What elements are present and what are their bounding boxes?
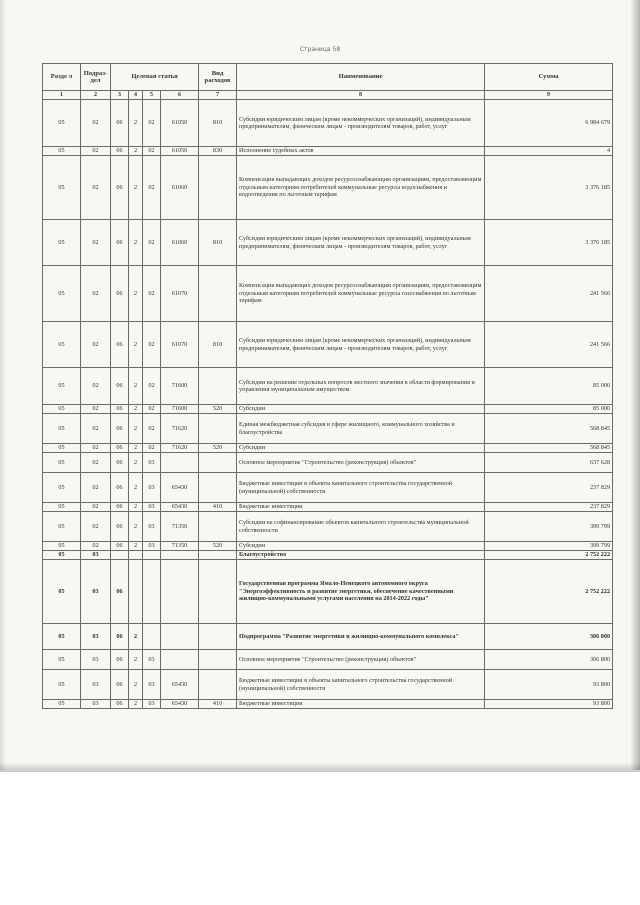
cell-razdel: 05 bbox=[43, 503, 81, 512]
cell-cs-direction: 61060 bbox=[161, 156, 199, 220]
col-number: 9 bbox=[485, 91, 613, 100]
cell-cs-event bbox=[143, 560, 161, 624]
cell-cs-event: 02 bbox=[143, 220, 161, 266]
cell-naimenovanie: Компенсация выпадающих доходов ресурсоснабжающим организациям, предоставляющим отдельным категориям потребителей коммунальные ресурсы водоснабжения и водоотведения по льготным тарифам bbox=[237, 156, 485, 220]
cell-vid-raskhodov bbox=[199, 414, 237, 444]
cell-cs-subprogram: 2 bbox=[129, 266, 143, 322]
cell-podrazdel: 03 bbox=[81, 560, 111, 624]
cell-podrazdel: 03 bbox=[81, 650, 111, 670]
cell-razdel: 05 bbox=[43, 473, 81, 503]
cell-cs-program: 06 bbox=[111, 444, 129, 453]
cell-cs-program: 06 bbox=[111, 453, 129, 473]
cell-vid-raskhodov: 410 bbox=[199, 700, 237, 709]
cell-cs-event: 02 bbox=[143, 156, 161, 220]
cell-cs-program: 06 bbox=[111, 414, 129, 444]
cell-cs-direction: 65430 bbox=[161, 503, 199, 512]
cell-cs-subprogram: 2 bbox=[129, 414, 143, 444]
cell-cs-subprogram: 2 bbox=[129, 453, 143, 473]
cell-naimenovanie: Бюджетные инвестиции bbox=[237, 503, 485, 512]
cell-cs-program: 06 bbox=[111, 220, 129, 266]
cell-summa: 2 752 222 bbox=[485, 551, 613, 560]
cell-cs-event: 02 bbox=[143, 100, 161, 147]
cell-cs-program: 06 bbox=[111, 156, 129, 220]
table-row bbox=[43, 512, 613, 542]
cell-vid-raskhodov: 520 bbox=[199, 542, 237, 551]
cell-summa: 568 845 bbox=[485, 414, 613, 444]
cell-cs-event: 02 bbox=[143, 147, 161, 156]
cell-summa: 237 829 bbox=[485, 473, 613, 503]
cell-podrazdel: 02 bbox=[81, 512, 111, 542]
col-number: 2 bbox=[81, 91, 111, 100]
cell-cs-program: 06 bbox=[111, 503, 129, 512]
cell-cs-program: 06 bbox=[111, 147, 129, 156]
cell-cs-direction: 71350 bbox=[161, 542, 199, 551]
cell-cs-event: 03 bbox=[143, 512, 161, 542]
header-podrazdel: Подраз- дел bbox=[81, 64, 111, 91]
cell-summa: 241 566 bbox=[485, 322, 613, 368]
cell-cs-program: 06 bbox=[111, 542, 129, 551]
cell-cs-subprogram: 2 bbox=[129, 405, 143, 414]
cell-cs-subprogram: 2 bbox=[129, 700, 143, 709]
cell-cs-program: 06 bbox=[111, 473, 129, 503]
cell-summa: 306 800 bbox=[485, 650, 613, 670]
page-edge-shadow bbox=[630, 0, 640, 770]
cell-cs-subprogram: 2 bbox=[129, 473, 143, 503]
table-row bbox=[43, 650, 613, 670]
cell-cs-direction: 71600 bbox=[161, 405, 199, 414]
cell-podrazdel: 02 bbox=[81, 368, 111, 405]
cell-vid-raskhodov: 520 bbox=[199, 444, 237, 453]
table-row bbox=[43, 670, 613, 700]
cell-naimenovanie: Подпрограмма "Развитие энергетики и жилищно-коммунального комплекса" bbox=[237, 624, 485, 650]
cell-vid-raskhodov bbox=[199, 156, 237, 220]
cell-cs-program: 06 bbox=[111, 512, 129, 542]
cell-summa: 93 800 bbox=[485, 670, 613, 700]
cell-vid-raskhodov: 810 bbox=[199, 220, 237, 266]
cell-cs-subprogram bbox=[129, 551, 143, 560]
cell-cs-event: 03 bbox=[143, 670, 161, 700]
cell-naimenovanie: Основное мероприятие "Строительство (реконструкция) объектов" bbox=[237, 453, 485, 473]
cell-cs-direction: 61050 bbox=[161, 100, 199, 147]
cell-razdel: 05 bbox=[43, 100, 81, 147]
cell-razdel: 05 bbox=[43, 670, 81, 700]
cell-naimenovanie: Бюджетные инвестиции bbox=[237, 700, 485, 709]
cell-podrazdel: 02 bbox=[81, 453, 111, 473]
table-row bbox=[43, 624, 613, 650]
cell-cs-subprogram: 2 bbox=[129, 100, 143, 147]
cell-podrazdel: 02 bbox=[81, 405, 111, 414]
cell-naimenovanie: Благоустройство bbox=[237, 551, 485, 560]
cell-vid-raskhodov: 810 bbox=[199, 322, 237, 368]
cell-podrazdel: 03 bbox=[81, 551, 111, 560]
header-celevaya-statya: Целевая статья bbox=[111, 64, 199, 91]
cell-podrazdel: 02 bbox=[81, 147, 111, 156]
cell-razdel: 05 bbox=[43, 624, 81, 650]
column-number-row bbox=[43, 91, 613, 100]
cell-cs-subprogram: 2 bbox=[129, 147, 143, 156]
cell-summa: 85 000 bbox=[485, 368, 613, 405]
cell-vid-raskhodov bbox=[199, 266, 237, 322]
cell-podrazdel: 02 bbox=[81, 322, 111, 368]
cell-vid-raskhodov bbox=[199, 551, 237, 560]
cell-vid-raskhodov bbox=[199, 650, 237, 670]
cell-naimenovanie: Субсидии bbox=[237, 405, 485, 414]
col-number: 7 bbox=[199, 91, 237, 100]
cell-cs-direction bbox=[161, 560, 199, 624]
cell-podrazdel: 02 bbox=[81, 100, 111, 147]
cell-cs-event: 02 bbox=[143, 322, 161, 368]
cell-naimenovanie: Исполнение судебных актов bbox=[237, 147, 485, 156]
cell-summa: 568 845 bbox=[485, 444, 613, 453]
cell-cs-event: 02 bbox=[143, 266, 161, 322]
cell-cs-subprogram: 2 bbox=[129, 670, 143, 700]
cell-cs-direction bbox=[161, 453, 199, 473]
cell-vid-raskhodov: 410 bbox=[199, 503, 237, 512]
cell-cs-direction bbox=[161, 624, 199, 650]
table-row bbox=[43, 542, 613, 551]
cell-cs-subprogram: 2 bbox=[129, 220, 143, 266]
cell-cs-event: 03 bbox=[143, 503, 161, 512]
header-razdel: Разде л bbox=[43, 64, 81, 91]
cell-naimenovanie: Субсидии юридическим лицам (кроме некоммерческих организаций), индивидуальным предпринимателям, физическим лицам - производителям товаров, работ, услуг bbox=[237, 100, 485, 147]
cell-cs-direction: 71620 bbox=[161, 444, 199, 453]
cell-razdel: 05 bbox=[43, 512, 81, 542]
cell-naimenovanie: Бюджетные инвестиции в объекты капитального строительства государственной (муниципальной) собственности bbox=[237, 473, 485, 503]
cell-cs-subprogram: 2 bbox=[129, 512, 143, 542]
cell-summa: 2 752 222 bbox=[485, 560, 613, 624]
cell-summa: 3 376 185 bbox=[485, 220, 613, 266]
cell-naimenovanie: Субсидии bbox=[237, 542, 485, 551]
cell-podrazdel: 02 bbox=[81, 542, 111, 551]
cell-cs-direction: 71620 bbox=[161, 414, 199, 444]
cell-naimenovanie: Субсидии юридическим лицам (кроме некоммерческих организаций), индивидуальным предпринимателям, физическим лицам - производителям товаров, работ, услуг bbox=[237, 322, 485, 368]
cell-summa: 4 bbox=[485, 147, 613, 156]
cell-razdel: 05 bbox=[43, 453, 81, 473]
cell-cs-subprogram: 2 bbox=[129, 444, 143, 453]
cell-podrazdel: 02 bbox=[81, 503, 111, 512]
cell-summa: 237 829 bbox=[485, 503, 613, 512]
cell-summa: 93 800 bbox=[485, 700, 613, 709]
cell-summa: 3 376 185 bbox=[485, 156, 613, 220]
cell-cs-program: 06 bbox=[111, 560, 129, 624]
cell-cs-direction: 65430 bbox=[161, 670, 199, 700]
cell-cs-event: 02 bbox=[143, 444, 161, 453]
cell-cs-event: 03 bbox=[143, 473, 161, 503]
cell-podrazdel: 03 bbox=[81, 624, 111, 650]
cell-vid-raskhodov bbox=[199, 473, 237, 503]
cell-cs-direction: 61070 bbox=[161, 266, 199, 322]
cell-cs-event bbox=[143, 624, 161, 650]
col-number: 8 bbox=[237, 91, 485, 100]
cell-vid-raskhodov: 520 bbox=[199, 405, 237, 414]
table-row bbox=[43, 700, 613, 709]
cell-naimenovanie: Государственная программа Ямало-Ненецкого автономного округа "Энергоэффективность и развитие энергетики, обеспечение качественными жилищно-коммунальными услугами населения на 2014-2022 годы" bbox=[237, 560, 485, 624]
cell-razdel: 05 bbox=[43, 220, 81, 266]
cell-razdel: 05 bbox=[43, 551, 81, 560]
cell-cs-event: 03 bbox=[143, 453, 161, 473]
cell-razdel: 05 bbox=[43, 560, 81, 624]
table-row bbox=[43, 551, 613, 560]
cell-cs-subprogram: 2 bbox=[129, 368, 143, 405]
table-row bbox=[43, 322, 613, 368]
cell-cs-program: 06 bbox=[111, 322, 129, 368]
col-number: 4 bbox=[129, 91, 143, 100]
cell-cs-subprogram: 2 bbox=[129, 624, 143, 650]
cell-cs-direction: 61070 bbox=[161, 322, 199, 368]
cell-vid-raskhodov bbox=[199, 624, 237, 650]
cell-vid-raskhodov: 830 bbox=[199, 147, 237, 156]
cell-cs-event: 03 bbox=[143, 650, 161, 670]
col-number: 6 bbox=[161, 91, 199, 100]
budget-table bbox=[42, 63, 613, 709]
cell-cs-direction bbox=[161, 650, 199, 670]
cell-naimenovanie: Единая межбюджетная субсидия в сфере жилищного, коммунального хозяйства и благоустройства bbox=[237, 414, 485, 444]
cell-razdel: 05 bbox=[43, 414, 81, 444]
cell-cs-subprogram: 2 bbox=[129, 322, 143, 368]
cell-cs-program: 06 bbox=[111, 700, 129, 709]
cell-cs-direction: 71600 bbox=[161, 368, 199, 405]
col-number: 1 bbox=[43, 91, 81, 100]
cell-summa: 85 000 bbox=[485, 405, 613, 414]
cell-cs-subprogram bbox=[129, 560, 143, 624]
table-row bbox=[43, 368, 613, 405]
cell-razdel: 05 bbox=[43, 405, 81, 414]
cell-cs-event: 03 bbox=[143, 700, 161, 709]
page-edge-left bbox=[0, 0, 6, 770]
cell-cs-subprogram: 2 bbox=[129, 650, 143, 670]
cell-cs-event: 03 bbox=[143, 542, 161, 551]
cell-razdel: 05 bbox=[43, 700, 81, 709]
table-row bbox=[43, 503, 613, 512]
page-number: Страница 58 bbox=[299, 46, 341, 53]
cell-cs-program bbox=[111, 551, 129, 560]
cell-cs-event: 02 bbox=[143, 405, 161, 414]
cell-cs-event: 02 bbox=[143, 414, 161, 444]
cell-cs-event bbox=[143, 551, 161, 560]
cell-cs-program: 06 bbox=[111, 405, 129, 414]
cell-summa: 637 628 bbox=[485, 453, 613, 473]
cell-cs-event: 02 bbox=[143, 368, 161, 405]
cell-podrazdel: 02 bbox=[81, 266, 111, 322]
cell-podrazdel: 02 bbox=[81, 444, 111, 453]
cell-razdel: 05 bbox=[43, 650, 81, 670]
cell-cs-program: 06 bbox=[111, 670, 129, 700]
cell-naimenovanie: Основное мероприятие "Строительство (реконструкция) объектов" bbox=[237, 650, 485, 670]
cell-podrazdel: 03 bbox=[81, 700, 111, 709]
cell-podrazdel: 02 bbox=[81, 220, 111, 266]
cell-razdel: 05 bbox=[43, 156, 81, 220]
header-summa: Сумма bbox=[485, 64, 613, 91]
col-number: 5 bbox=[143, 91, 161, 100]
cell-cs-direction: 65430 bbox=[161, 473, 199, 503]
cell-cs-program: 06 bbox=[111, 624, 129, 650]
cell-naimenovanie: Субсидии на софинансирование объектов капитального строительства муниципальной собственности bbox=[237, 512, 485, 542]
table-row bbox=[43, 100, 613, 147]
table-row bbox=[43, 266, 613, 322]
cell-summa: 306 800 bbox=[485, 624, 613, 650]
cell-naimenovanie: Субсидии bbox=[237, 444, 485, 453]
cell-podrazdel: 02 bbox=[81, 156, 111, 220]
table-row bbox=[43, 147, 613, 156]
cell-razdel: 05 bbox=[43, 266, 81, 322]
cell-podrazdel: 03 bbox=[81, 670, 111, 700]
cell-naimenovanie: Субсидии на решение отдельных вопросов местного значения в области формирования и управления муниципальным имуществом bbox=[237, 368, 485, 405]
table-row bbox=[43, 473, 613, 503]
table-row bbox=[43, 220, 613, 266]
cell-cs-program: 06 bbox=[111, 368, 129, 405]
cell-razdel: 05 bbox=[43, 444, 81, 453]
cell-naimenovanie: Субсидии юридическим лицам (кроме некоммерческих организаций), индивидуальным предпринимателям, физическим лицам - производителям товаров, работ, услуг bbox=[237, 220, 485, 266]
table-row bbox=[43, 444, 613, 453]
header-vid-raskhodov: Вид расходов bbox=[199, 64, 237, 91]
cell-summa: 399 799 bbox=[485, 542, 613, 551]
page-bottom-shadow bbox=[0, 762, 640, 772]
cell-vid-raskhodov bbox=[199, 512, 237, 542]
table-body bbox=[43, 100, 613, 709]
cell-vid-raskhodov: 810 bbox=[199, 100, 237, 147]
cell-naimenovanie: Компенсация выпадающих доходов ресурсоснабжающим организациям, предоставляющим отдельным категориям потребителей коммунальные ресурсы газоснабжения по льготным тарифам bbox=[237, 266, 485, 322]
table-row bbox=[43, 405, 613, 414]
cell-naimenovanie: Бюджетные инвестиции в объекты капитального строительства государственной (муниципальной) собственности bbox=[237, 670, 485, 700]
col-number: 3 bbox=[111, 91, 129, 100]
table-row bbox=[43, 414, 613, 444]
table-row bbox=[43, 560, 613, 624]
cell-vid-raskhodov bbox=[199, 560, 237, 624]
cell-cs-subprogram: 2 bbox=[129, 542, 143, 551]
cell-summa: 399 799 bbox=[485, 512, 613, 542]
cell-cs-direction: 65430 bbox=[161, 700, 199, 709]
cell-razdel: 05 bbox=[43, 368, 81, 405]
cell-vid-raskhodov bbox=[199, 453, 237, 473]
cell-summa: 6 984 679 bbox=[485, 100, 613, 147]
cell-summa: 241 566 bbox=[485, 266, 613, 322]
cell-cs-program: 06 bbox=[111, 650, 129, 670]
cell-cs-subprogram: 2 bbox=[129, 503, 143, 512]
table-row bbox=[43, 453, 613, 473]
cell-vid-raskhodov bbox=[199, 368, 237, 405]
cell-cs-direction: 71350 bbox=[161, 512, 199, 542]
cell-vid-raskhodov bbox=[199, 670, 237, 700]
cell-cs-subprogram: 2 bbox=[129, 156, 143, 220]
header-naimenovanie: Наименование bbox=[237, 64, 485, 91]
cell-podrazdel: 02 bbox=[81, 473, 111, 503]
cell-razdel: 05 bbox=[43, 147, 81, 156]
cell-cs-direction: 61050 bbox=[161, 147, 199, 156]
cell-cs-program: 06 bbox=[111, 266, 129, 322]
cell-podrazdel: 02 bbox=[81, 414, 111, 444]
cell-razdel: 05 bbox=[43, 542, 81, 551]
cell-razdel: 05 bbox=[43, 322, 81, 368]
table-row bbox=[43, 156, 613, 220]
cell-cs-direction: 61060 bbox=[161, 220, 199, 266]
cell-cs-program: 06 bbox=[111, 100, 129, 147]
cell-cs-direction bbox=[161, 551, 199, 560]
table-header-row bbox=[43, 64, 613, 91]
